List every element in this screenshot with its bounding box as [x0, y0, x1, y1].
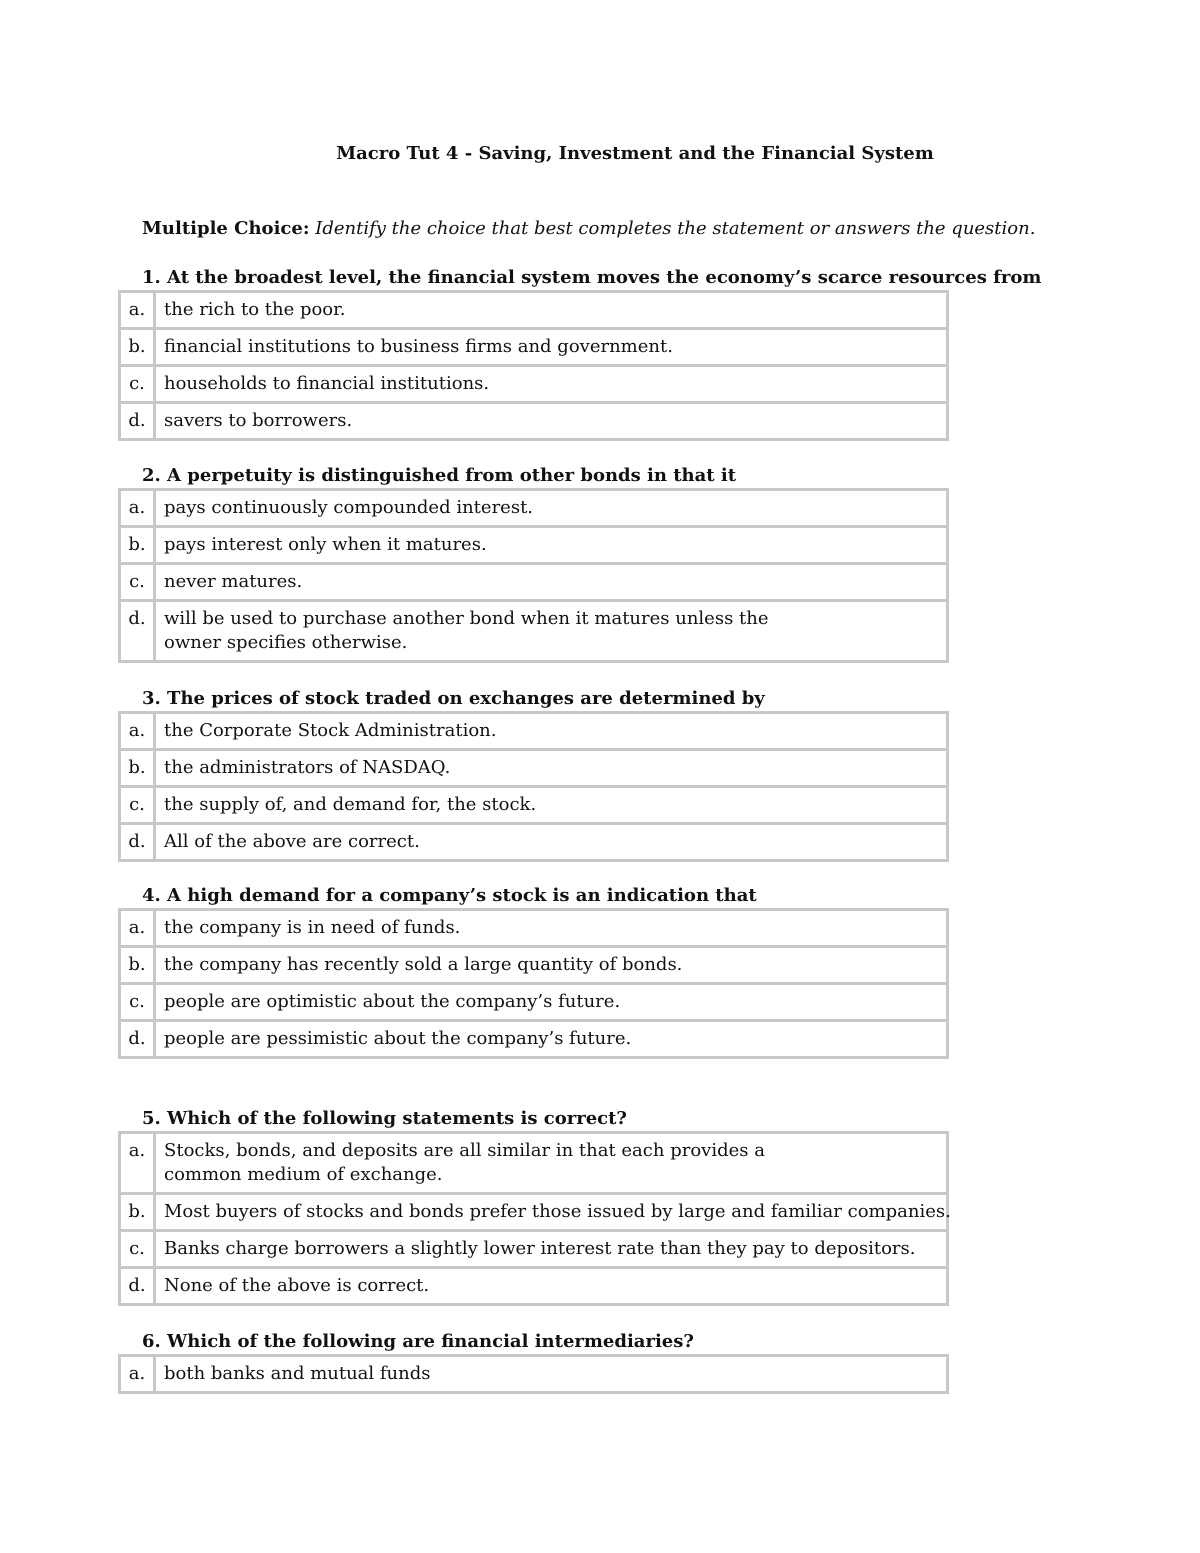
- option-text: will be used to purchase another bond when it matures unless the owner specifies otherwise.: [164, 608, 769, 653]
- option-a[interactable]: [121, 911, 946, 945]
- question-stem: 5. Which of the following statements is correct?: [142, 1108, 627, 1129]
- options-table: [118, 908, 949, 1059]
- option-c[interactable]: [121, 562, 946, 599]
- option-a[interactable]: [121, 1134, 946, 1192]
- option-b[interactable]: [121, 1192, 951, 1229]
- option-letter: b.: [121, 751, 156, 785]
- option-text: the company has recently sold a large quantity of bonds.: [164, 954, 683, 975]
- question-5: [118, 1108, 949, 1306]
- option-c[interactable]: [121, 982, 946, 1019]
- option-text: the administrators of NASDAQ.: [164, 757, 451, 778]
- option-text: pays interest only when it matures.: [164, 534, 487, 555]
- question-stem: 3. The prices of stock traded on exchanges are determined by: [142, 688, 765, 709]
- options-table: [118, 1131, 949, 1306]
- option-text: pays continuously compounded interest.: [164, 497, 534, 518]
- option-text: the company is in need of funds.: [164, 917, 461, 938]
- option-c[interactable]: [121, 785, 946, 822]
- option-letter: c.: [121, 788, 156, 822]
- option-letter: b.: [121, 528, 156, 562]
- instructions: [142, 217, 1035, 241]
- option-text: people are pessimistic about the company’s future.: [164, 1028, 632, 1049]
- option-c[interactable]: [121, 364, 946, 401]
- option-text: the Corporate Stock Administration.: [164, 720, 497, 741]
- option-d[interactable]: [121, 822, 946, 859]
- option-text: never matures.: [164, 571, 303, 592]
- option-letter: d.: [121, 1269, 156, 1303]
- question-2: [118, 465, 949, 663]
- option-letter: b.: [121, 948, 156, 982]
- options-table: [118, 1354, 949, 1394]
- option-letter: b.: [121, 1195, 156, 1229]
- option-letter: c.: [121, 985, 156, 1019]
- option-letter: a.: [121, 293, 156, 327]
- option-text: financial institutions to business firms and government.: [164, 336, 673, 357]
- option-text: households to financial institutions.: [164, 373, 490, 394]
- option-text: Stocks, bonds, and deposits are all similar in that each provides a common medium of exchange.: [164, 1140, 765, 1185]
- options-table: [118, 488, 949, 663]
- option-b[interactable]: [121, 327, 946, 364]
- question-stem: 4. A high demand for a company’s stock is an indication that: [142, 885, 757, 906]
- option-d[interactable]: [121, 1266, 946, 1303]
- option-letter: a.: [121, 911, 156, 945]
- option-letter: a.: [121, 491, 156, 525]
- option-text: Most buyers of stocks and bonds prefer those issued by large and familiar companies.: [164, 1201, 951, 1222]
- option-b[interactable]: [121, 748, 946, 785]
- option-text: the rich to the poor.: [164, 299, 346, 320]
- option-letter: d.: [121, 404, 156, 438]
- option-letter: c.: [121, 367, 156, 401]
- option-text: Banks charge borrowers a slightly lower interest rate than they pay to depositors.: [164, 1238, 916, 1259]
- instructions-text: Identify the choice that best completes the statement or answers the question.: [315, 218, 1036, 239]
- question-4: [118, 885, 949, 1059]
- option-a[interactable]: [121, 293, 946, 327]
- option-text: both banks and mutual funds: [164, 1363, 431, 1384]
- option-letter: d.: [121, 825, 156, 859]
- option-letter: b.: [121, 330, 156, 364]
- question-1: [118, 267, 1042, 441]
- question-3: [118, 688, 949, 862]
- option-letter: d.: [121, 602, 156, 660]
- question-stem: 6. Which of the following are financial intermediaries?: [142, 1331, 694, 1352]
- option-text: All of the above are correct.: [164, 831, 420, 852]
- option-d[interactable]: [121, 1019, 946, 1056]
- option-b[interactable]: [121, 945, 946, 982]
- option-letter: c.: [121, 565, 156, 599]
- options-table: [118, 711, 949, 862]
- option-letter: c.: [121, 1232, 156, 1266]
- option-a[interactable]: [121, 1357, 946, 1391]
- option-text: the supply of, and demand for, the stock.: [164, 794, 537, 815]
- option-text: None of the above is correct.: [164, 1275, 430, 1296]
- option-letter: d.: [121, 1022, 156, 1056]
- option-c[interactable]: [121, 1229, 946, 1266]
- option-d[interactable]: [121, 599, 946, 660]
- option-b[interactable]: [121, 525, 946, 562]
- options-table: [118, 290, 949, 441]
- option-letter: a.: [121, 714, 156, 748]
- option-a[interactable]: [121, 491, 946, 525]
- question-6: [118, 1331, 949, 1394]
- instructions-lead: Multiple Choice:: [142, 218, 310, 239]
- option-a[interactable]: [121, 714, 946, 748]
- option-text: people are optimistic about the company’s future.: [164, 991, 621, 1012]
- question-stem: 1. At the broadest level, the financial system moves the economy’s scarce resources from: [142, 267, 1042, 288]
- page-title: Macro Tut 4 - Saving, Investment and the Financial System: [336, 143, 934, 164]
- question-stem: 2. A perpetuity is distinguished from other bonds in that it: [142, 465, 737, 486]
- option-d[interactable]: [121, 401, 946, 438]
- option-text: savers to borrowers.: [164, 410, 353, 431]
- option-letter: a.: [121, 1357, 156, 1391]
- option-letter: a.: [121, 1134, 156, 1192]
